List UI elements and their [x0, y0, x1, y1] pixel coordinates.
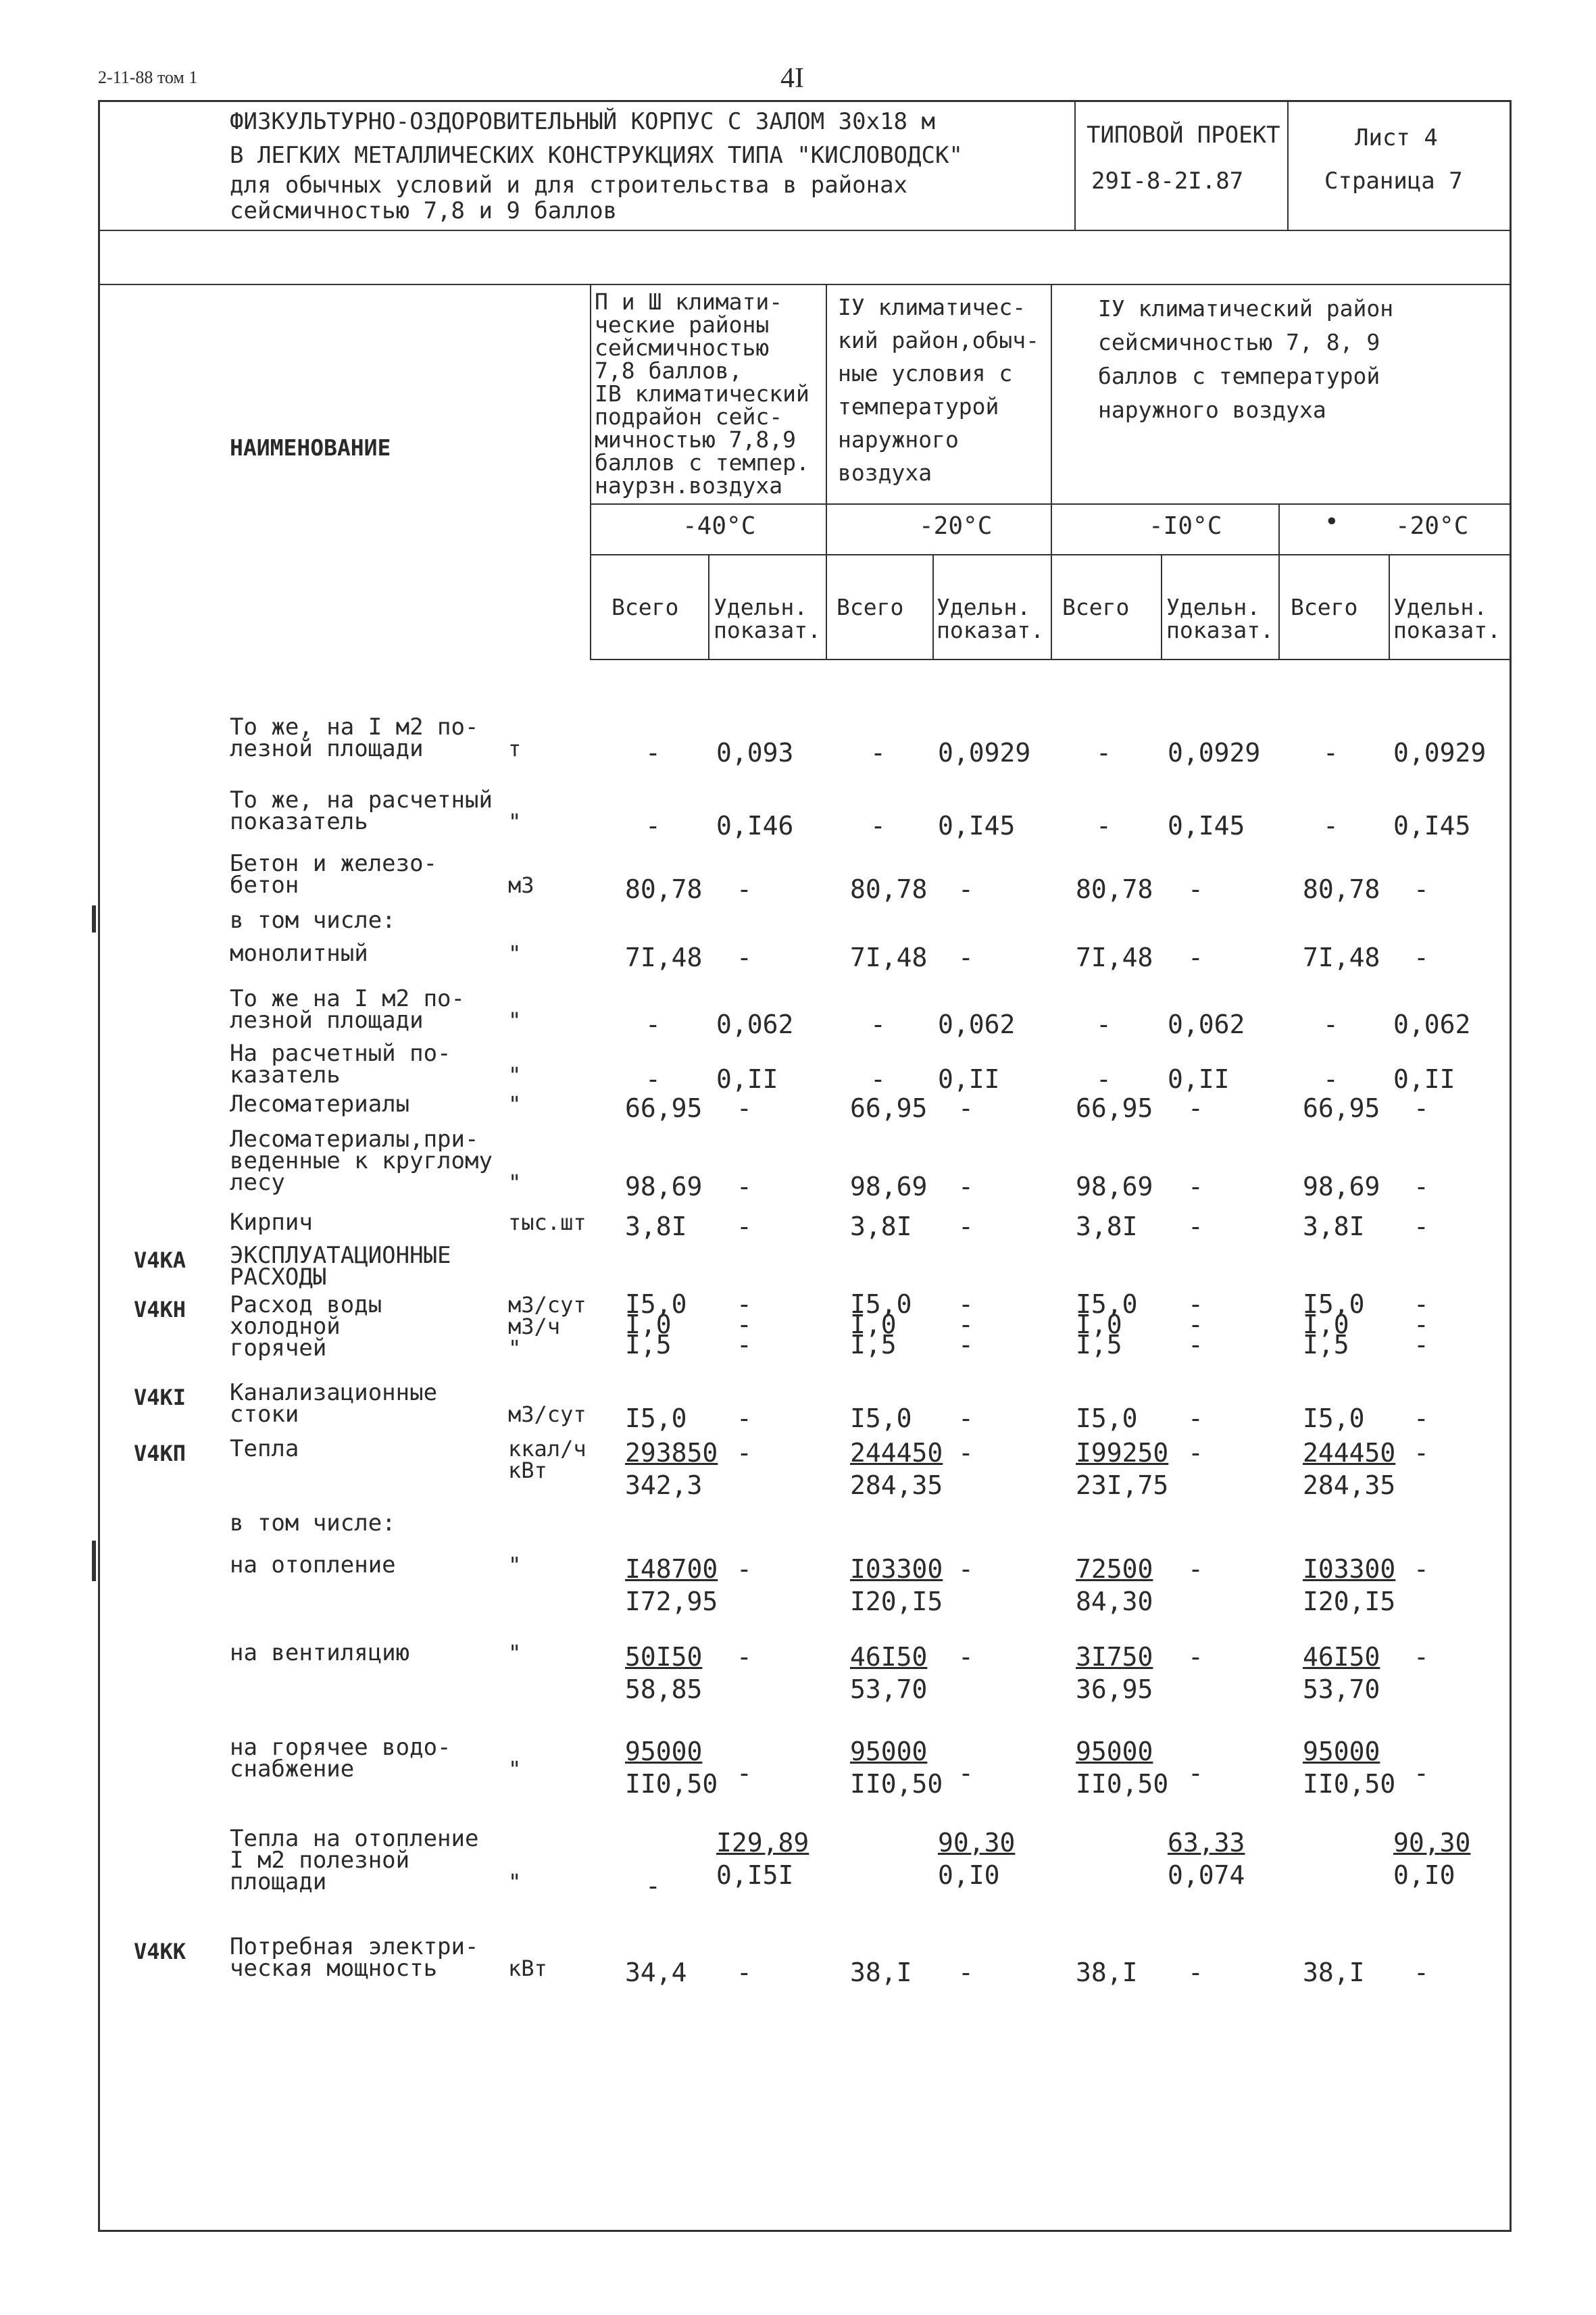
- cell-value: -: [1414, 1554, 1429, 1584]
- cell-value: I5,0 I,0 I,5: [1076, 1289, 1138, 1360]
- cell-value: -: [1188, 1438, 1203, 1468]
- cell-value: 7I,48: [1303, 943, 1380, 972]
- cell-value: - - -: [737, 1289, 752, 1360]
- row-label: На расчетный по- казатель: [230, 1040, 451, 1089]
- row-unit: м3/сут м3/ч ": [508, 1292, 587, 1361]
- cell-value: -: [870, 811, 886, 841]
- cell-value: 7I,48: [1076, 943, 1153, 972]
- cell-value: 3,8I: [1303, 1212, 1365, 1241]
- cell-value: 80,78: [850, 874, 928, 904]
- cell-value: -: [1414, 1172, 1429, 1201]
- cell-value: 7I,48: [625, 943, 703, 972]
- cell-value: -: [1414, 1958, 1429, 1987]
- cell-value-bottom: 53,70: [850, 1674, 928, 1704]
- cell-value: -: [958, 1758, 974, 1788]
- cell-value-bottom: I20,I5: [850, 1587, 943, 1616]
- cell-value: -: [737, 1758, 752, 1788]
- row-label: на горячее водо- снабжение: [230, 1734, 451, 1783]
- cell-value: -: [737, 1403, 752, 1433]
- cell-value: -: [737, 1554, 752, 1584]
- cell-value: I5,0: [1303, 1403, 1365, 1433]
- cell-value-bottom: 284,35: [850, 1470, 943, 1500]
- subcol-specific-3: Удельн. показат.: [1166, 594, 1274, 643]
- cell-value: 0,062: [716, 1010, 794, 1039]
- cell-value: 98,69: [850, 1172, 928, 1201]
- temp-col-4: -20°С: [1395, 512, 1469, 540]
- cell-value: -: [1188, 943, 1203, 972]
- cell-value: 66,95: [850, 1093, 928, 1123]
- cell-value: 0,II: [938, 1064, 1000, 1094]
- cell-value: -: [1323, 1010, 1339, 1039]
- subcol-total-3: Всего: [1062, 594, 1130, 620]
- cell-value: -: [737, 943, 752, 972]
- cell-value: 0,II: [1168, 1064, 1230, 1094]
- cell-value: I5,0 I,0 I,5: [1303, 1289, 1365, 1360]
- cell-value-top: 50I50: [625, 1642, 703, 1672]
- title-line-1: ФИЗКУЛЬТУРНО-ОЗДОРОВИТЕЛЬНЫЙ КОРПУС С ЗАЛОМ 30х18 м: [230, 108, 935, 135]
- header-divider-sub4: [1389, 554, 1390, 659]
- title-block-divider-2: [1287, 100, 1289, 230]
- cell-value-top: 63,33: [1168, 1828, 1245, 1858]
- temp-col-3: -I0°С: [1149, 512, 1222, 540]
- header-divider-name: [590, 284, 591, 659]
- cell-value: -: [737, 1958, 752, 1987]
- cell-value: -: [958, 1212, 974, 1241]
- row-unit: ккал/ч кВт: [508, 1436, 587, 1483]
- cell-value: -: [1414, 1403, 1429, 1433]
- cell-value-bottom: II0,50: [625, 1769, 718, 1799]
- row-unit: ": [508, 809, 522, 835]
- header-divider-group2: [1051, 284, 1052, 659]
- cell-value-top: 95000: [625, 1737, 703, 1766]
- cell-value: 98,69: [625, 1172, 703, 1201]
- margin-mark: [92, 1541, 96, 1581]
- row-label: То же на I м2 по- лезной площади: [230, 985, 465, 1034]
- cell-value-bottom: I72,95: [625, 1587, 718, 1616]
- cell-value: -: [645, 1064, 661, 1094]
- cell-value: 7I,48: [850, 943, 928, 972]
- cell-value: -: [1096, 1010, 1112, 1039]
- table-top-rule: [98, 284, 1512, 285]
- cell-value: -: [645, 1871, 661, 1901]
- cell-value: I5,0: [850, 1403, 912, 1433]
- column-header-name: НАИМЕНОВАНИЕ: [230, 434, 391, 461]
- row-label: Канализационные стоки: [230, 1379, 438, 1428]
- cell-value: 98,69: [1303, 1172, 1380, 1201]
- cell-value-top: 293850: [625, 1438, 718, 1468]
- row-code: V4КА: [134, 1247, 186, 1273]
- temp-col-2: -20°С: [919, 512, 993, 540]
- cell-value-bottom: 58,85: [625, 1674, 703, 1704]
- cell-value-top: 46I50: [1303, 1642, 1380, 1672]
- cell-value: - - -: [958, 1289, 974, 1360]
- cell-value-top: 244450: [1303, 1438, 1396, 1468]
- cell-value-bottom: 0,I5I: [716, 1860, 794, 1890]
- cell-value-bottom: 0,I0: [1393, 1860, 1455, 1890]
- row-label: ЭКСПЛУАТАЦИОННЫЕ РАСХОДЫ: [230, 1242, 451, 1291]
- header-rule-bottom: [590, 659, 1512, 660]
- row-unit: ": [508, 1552, 522, 1578]
- cell-value-top: 95000: [850, 1737, 928, 1766]
- cell-value-top: I03300: [850, 1554, 943, 1584]
- column-group-2: IУ климатичес- кий район,обыч- ные условия с температурой наружного воздуха: [838, 294, 1040, 486]
- row-label: Лесоматериалы,при- веденные к круглому лесу: [230, 1126, 493, 1196]
- cell-value: -: [870, 738, 886, 768]
- cell-value-top: I99250: [1076, 1438, 1169, 1468]
- subcol-specific-1: Удельн. показат.: [714, 594, 821, 643]
- cell-value: -: [737, 1093, 752, 1123]
- row-label: монолитный: [230, 940, 368, 967]
- cell-value: 0,I45: [938, 811, 1016, 841]
- row-unit: ": [508, 1640, 522, 1666]
- row-label: Расход воды холодной горячей: [230, 1291, 382, 1362]
- cell-value: 0,0929: [1393, 738, 1487, 768]
- cell-value: -: [1323, 738, 1339, 768]
- cell-value: -: [1414, 1438, 1429, 1468]
- row-unit: ": [508, 1869, 522, 1895]
- row-label: То же, на I м2 по- лезной площади: [230, 714, 479, 762]
- subcol-total-4: Всего: [1291, 594, 1358, 620]
- row-code: V4КI: [134, 1385, 186, 1410]
- cell-value-bottom: 342,3: [625, 1470, 703, 1500]
- cell-value: 0,0929: [938, 738, 1031, 768]
- cell-value: -: [1414, 874, 1429, 904]
- cell-value-bottom: II0,50: [850, 1769, 943, 1799]
- cell-value: 66,95: [1303, 1093, 1380, 1123]
- subcol-specific-4: Удельн. показат.: [1393, 594, 1501, 643]
- cell-value: -: [737, 1172, 752, 1201]
- document-reference: 2-11-88 том 1: [98, 68, 198, 87]
- cell-value-top: 90,30: [938, 1828, 1016, 1858]
- cell-value: -: [958, 1642, 974, 1672]
- cell-value: 98,69: [1076, 1172, 1153, 1201]
- cell-value: -: [958, 943, 974, 972]
- cell-value: 0,062: [938, 1010, 1016, 1039]
- cell-value: 0,0929: [1168, 738, 1261, 768]
- cell-value: -: [1188, 1958, 1203, 1987]
- row-unit: м3/сут: [508, 1401, 587, 1427]
- title-block-bottom-rule: [98, 230, 1512, 231]
- cell-value-bottom: 284,35: [1303, 1470, 1396, 1500]
- row-label: в том числе:: [230, 907, 396, 934]
- cell-value-top: 3I750: [1076, 1642, 1153, 1672]
- cell-value-bottom: II0,50: [1303, 1769, 1396, 1799]
- row-label: Тепла: [230, 1435, 299, 1462]
- row-unit: м3: [508, 872, 534, 898]
- cell-value: I5,0: [625, 1403, 687, 1433]
- title-block-divider-1: [1074, 100, 1076, 230]
- cell-value: 66,95: [1076, 1093, 1153, 1123]
- cell-value-bottom: 53,70: [1303, 1674, 1380, 1704]
- cell-value: -: [1323, 811, 1339, 841]
- cell-value: 80,78: [1303, 874, 1380, 904]
- row-label: Лесоматериалы: [230, 1091, 410, 1118]
- row-label: Кирпич: [230, 1209, 313, 1236]
- cell-value: 80,78: [1076, 874, 1153, 904]
- cell-value-top: 95000: [1303, 1737, 1380, 1766]
- column-group-1: П и Ш климати- ческие районы сейсмичностью 7,8 баллов, IВ климатический подрайон сейс- мичностью 7,8,9 баллов с темпер. наурзн.воздуха: [595, 289, 809, 499]
- cell-value: -: [737, 1642, 752, 1672]
- cell-value: -: [958, 1093, 974, 1123]
- cell-value-bottom: 0,I0: [938, 1860, 1000, 1890]
- row-label: То же, на расчетный показатель: [230, 787, 493, 835]
- cell-value: -: [737, 874, 752, 904]
- project-code: 29I-8-2I.87: [1091, 168, 1244, 195]
- cell-value: -: [958, 1438, 974, 1468]
- subcol-total-2: Всего: [837, 594, 904, 620]
- header-divider-sub1: [708, 554, 709, 659]
- cell-value: -: [737, 1438, 752, 1468]
- cell-value: -: [870, 1010, 886, 1039]
- title-line-4: сейсмичностью 7,8 и 9 баллов: [230, 197, 618, 224]
- cell-value: -: [1323, 1064, 1339, 1094]
- row-code: V4КК: [134, 1939, 186, 1964]
- cell-value-top: 72500: [1076, 1554, 1153, 1584]
- row-unit: т: [508, 736, 522, 762]
- cell-value: -: [958, 1554, 974, 1584]
- cell-value-bottom: 84,30: [1076, 1587, 1153, 1616]
- cell-value-top: 244450: [850, 1438, 943, 1468]
- cell-value-top: 90,30: [1393, 1828, 1471, 1858]
- cell-value: -: [1188, 1212, 1203, 1241]
- cell-value: 0,062: [1168, 1010, 1245, 1039]
- cell-value: -: [870, 1064, 886, 1094]
- title-line-3: для обычных условий и для строительства в районах: [230, 172, 908, 199]
- project-label: ТИПОВОЙ ПРОЕКТ: [1087, 122, 1280, 149]
- cell-value: 80,78: [625, 874, 703, 904]
- cell-value: 38,I: [1076, 1958, 1138, 1987]
- page-label: Страница 7: [1324, 168, 1463, 195]
- row-label: в том числе:: [230, 1510, 396, 1537]
- cell-value: -: [1414, 1093, 1429, 1123]
- row-unit: ": [508, 1007, 522, 1033]
- cell-value-bottom: 23I,75: [1076, 1470, 1169, 1500]
- cell-value: -: [958, 1172, 974, 1201]
- cell-value: 0,I46: [716, 811, 794, 841]
- cell-value-top: 46I50: [850, 1642, 928, 1672]
- cell-value: 38,I: [850, 1958, 912, 1987]
- row-label: на отопление: [230, 1551, 396, 1578]
- cell-value-bottom: 0,074: [1168, 1860, 1245, 1890]
- cell-value: -: [645, 811, 661, 841]
- row-unit: тыс.шт: [508, 1210, 587, 1235]
- cell-value: I5,0 I,0 I,5: [625, 1289, 687, 1360]
- cell-value-top: I48700: [625, 1554, 718, 1584]
- cell-value: I5,0 I,0 I,5: [850, 1289, 912, 1360]
- cell-value: I5,0: [1076, 1403, 1138, 1433]
- cell-value: 0,II: [716, 1064, 778, 1094]
- cell-value: -: [958, 1958, 974, 1987]
- cell-value: -: [645, 738, 661, 768]
- cell-value: 3,8I: [850, 1212, 912, 1241]
- subcol-total-1: Всего: [612, 594, 679, 620]
- row-unit: ": [508, 1062, 522, 1088]
- temp-col-1: -40°С: [682, 512, 756, 540]
- cell-value: -: [1188, 1642, 1203, 1672]
- cell-value-bottom: I20,I5: [1303, 1587, 1396, 1616]
- cell-value: 0,II: [1393, 1064, 1455, 1094]
- cell-value-bottom: 36,95: [1076, 1674, 1153, 1704]
- cell-value: 38,I: [1303, 1958, 1365, 1987]
- cell-value: -: [958, 874, 974, 904]
- header-divider-group1: [826, 284, 827, 659]
- cell-value: 3,8I: [1076, 1212, 1138, 1241]
- cell-value: -: [1414, 1758, 1429, 1788]
- cell-value: 3,8I: [625, 1212, 687, 1241]
- row-unit: кВт: [508, 1956, 547, 1981]
- row-code: V4КН: [134, 1297, 186, 1322]
- cell-value: -: [1096, 1064, 1112, 1094]
- cell-value: -: [1414, 943, 1429, 972]
- row-unit: ": [508, 1756, 522, 1782]
- cell-value: -: [1188, 1093, 1203, 1123]
- cell-value: -: [958, 1403, 974, 1433]
- header-divider-sub3: [1161, 554, 1162, 659]
- row-code: V4КП: [134, 1441, 186, 1466]
- cell-value-top: I03300: [1303, 1554, 1396, 1584]
- row-label: на вентиляцию: [230, 1639, 410, 1666]
- cell-value: 0,I45: [1168, 811, 1245, 841]
- cell-value: -: [1188, 1758, 1203, 1788]
- header-divider-temp3: [1278, 503, 1280, 659]
- cell-value: -: [737, 1212, 752, 1241]
- header-divider-sub2: [932, 554, 934, 659]
- cell-value-top: I29,89: [716, 1828, 809, 1858]
- page-number: 4I: [780, 63, 804, 94]
- cell-value: -: [1414, 1642, 1429, 1672]
- cell-value: -: [1188, 1403, 1203, 1433]
- cell-value: -: [1096, 738, 1112, 768]
- row-label: Тепла на отопление I м2 полезной площади: [230, 1825, 479, 1895]
- cell-value-top: 95000: [1076, 1737, 1153, 1766]
- margin-mark: [92, 905, 96, 932]
- cell-value: -: [1188, 874, 1203, 904]
- cell-value: -: [1188, 1554, 1203, 1584]
- subcol-specific-2: Удельн. показат.: [937, 594, 1044, 643]
- cell-value: -: [1096, 811, 1112, 841]
- cell-value: 0,I45: [1393, 811, 1471, 841]
- row-label: Потребная электри- ческая мощность: [230, 1933, 479, 1982]
- cell-value: 34,4: [625, 1958, 687, 1987]
- cell-value: -: [1414, 1212, 1429, 1241]
- row-unit: ": [508, 941, 522, 966]
- cell-value: -: [1188, 1172, 1203, 1201]
- row-unit: ": [508, 1091, 522, 1117]
- cell-value: 0,093: [716, 738, 794, 768]
- row-unit: ": [508, 1170, 522, 1195]
- cell-value: - - -: [1188, 1289, 1203, 1360]
- cell-value: -: [645, 1010, 661, 1039]
- title-line-2: В ЛЕГКИХ МЕТАЛЛИЧЕСКИХ КОНСТРУКЦИЯХ ТИПА "КИСЛОВОДСК": [230, 142, 963, 169]
- cell-value: - - -: [1414, 1289, 1429, 1360]
- temp-mark: •: [1324, 508, 1339, 536]
- cell-value: 66,95: [625, 1093, 703, 1123]
- row-label: Бетон и железо- бетон: [230, 850, 438, 899]
- sheet-number: Лист 4: [1355, 124, 1438, 151]
- cell-value-bottom: II0,50: [1076, 1769, 1169, 1799]
- cell-value: 0,062: [1393, 1010, 1471, 1039]
- column-group-3: IУ климатический район сейсмичностью 7, 8, 9 баллов с температурой наружного воздуха: [1098, 295, 1394, 423]
